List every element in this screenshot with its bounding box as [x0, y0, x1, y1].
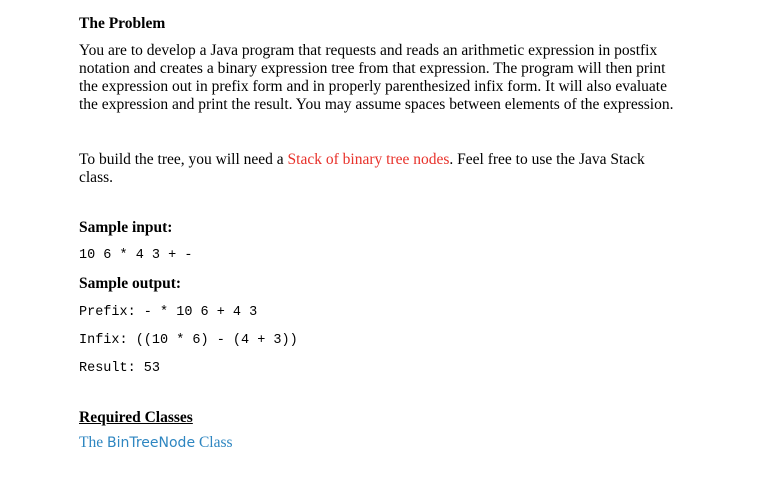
description-line: You are to develop a Java program that requests and reads an arithmetic expression in postfix	[79, 42, 658, 59]
problem-description	[79, 42, 719, 114]
bintreenode-class-link[interactable]	[79, 433, 233, 453]
sample-input-code: 10 6 * 4 3 + -	[79, 248, 193, 263]
class-link-suffix: Class	[195, 434, 233, 451]
tree-note-line-2: class.	[79, 169, 114, 186]
tree-build-note	[79, 151, 719, 187]
tree-note-after: . Feel free to use the Java Stack	[449, 151, 645, 168]
sample-output-result: Result: 53	[79, 361, 161, 376]
class-link-name: BinTreeNode	[106, 435, 196, 451]
stack-highlight: Stack of binary tree nodes	[287, 151, 450, 168]
sample-output-label: Sample output:	[79, 275, 182, 292]
tree-note-before: To build the tree, you will need a	[79, 151, 288, 168]
section-heading-problem: The Problem	[79, 15, 166, 32]
sample-input-label: Sample input:	[79, 219, 173, 236]
tree-note-line	[79, 151, 719, 169]
description-line: the expression and print the result. You may assume spaces between elements of the expression.	[79, 96, 674, 113]
required-classes-heading: Required Classes	[79, 409, 193, 426]
description-line: the expression out in prefix form and in properly parenthesized infix form. It will also evaluate	[79, 78, 667, 95]
class-link-prefix: The	[79, 434, 107, 451]
description-line: notation and creates a binary expression tree from that expression. The program will then print	[79, 60, 666, 77]
sample-output-prefix: Prefix: - * 10 6 + 4 3	[79, 305, 258, 320]
sample-output-infix: Infix: ((10 * 6) - (4 + 3))	[79, 333, 298, 348]
